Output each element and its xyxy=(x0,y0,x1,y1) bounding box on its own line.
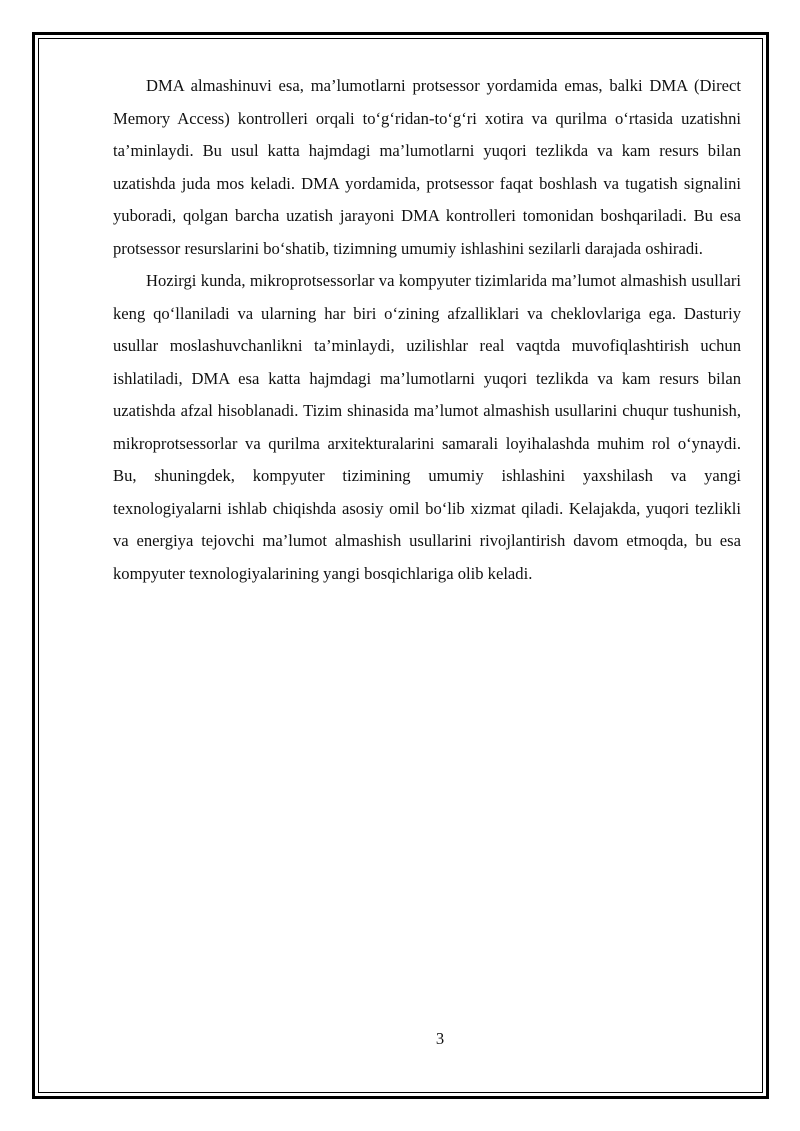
paragraph-conclusion: Hozirgi kunda, mikroprotsessorlar va kompyuter tizimlarida ma’lumot almashish usullari keng qo‘llaniladi va ularning har biri o‘zining afzalliklari va cheklovlariga ega. Dasturiy usullar moslashuvchanlikni ta’minlaydi, uzilishlar real vaqtda muvofiqlashtirish uchun ishlatiladi, DMA esa katta hajmdagi ma’lumotlarni yuqori tezlikda va kam resurs bilan uzatishda afzal hisoblanadi. Tizim shinasida ma’lumot almashish usullarini chuqur tushunish, mikroprotsessorlar va qurilma arxitekturalarini samarali loyihalashda muhim rol o‘ynaydi. Bu, shuningdek, kompyuter tizimining umumiy ishlashini yaxshilash va yangi texnologiyalarni ishlab chiqishda asosiy omil bo‘lib xizmat qiladi. Kelajakda, yuqori tezlikli va energiya tejovchi ma’lumot almashish usullarini rivojlantirish davom etmoqda, bu esa kompyuter texnologiyalarining yangi bosqichlariga olib keladi. xyxy=(113,271,741,583)
document-body xyxy=(113,70,741,590)
page-number: 3 xyxy=(435,1029,445,1048)
paragraph-dma: DMA almashinuvi esa, ma’lumotlarni protsessor yordamida emas, balki DMA (Direct Memory Access) kontrolleri orqali to‘g‘ridan-to‘g‘ri xotira va qurilma o‘rtasida uzatishni ta’minlaydi. Bu usul katta hajmdagi ma’lumotlarni yuqori tezlikda va kam resurs bilan uzatishda juda mos keladi. DMA yordamida, protsessor faqat boshlash va tugatish signalini yuboradi, qolgan barcha uzatish jarayoni DMA kontrolleri tomonidan boshqariladi. Bu esa protsessor resurslarini bo‘shatib, tizimning umumiy ishlashini sezilarli darajada oshiradi. xyxy=(113,76,741,258)
